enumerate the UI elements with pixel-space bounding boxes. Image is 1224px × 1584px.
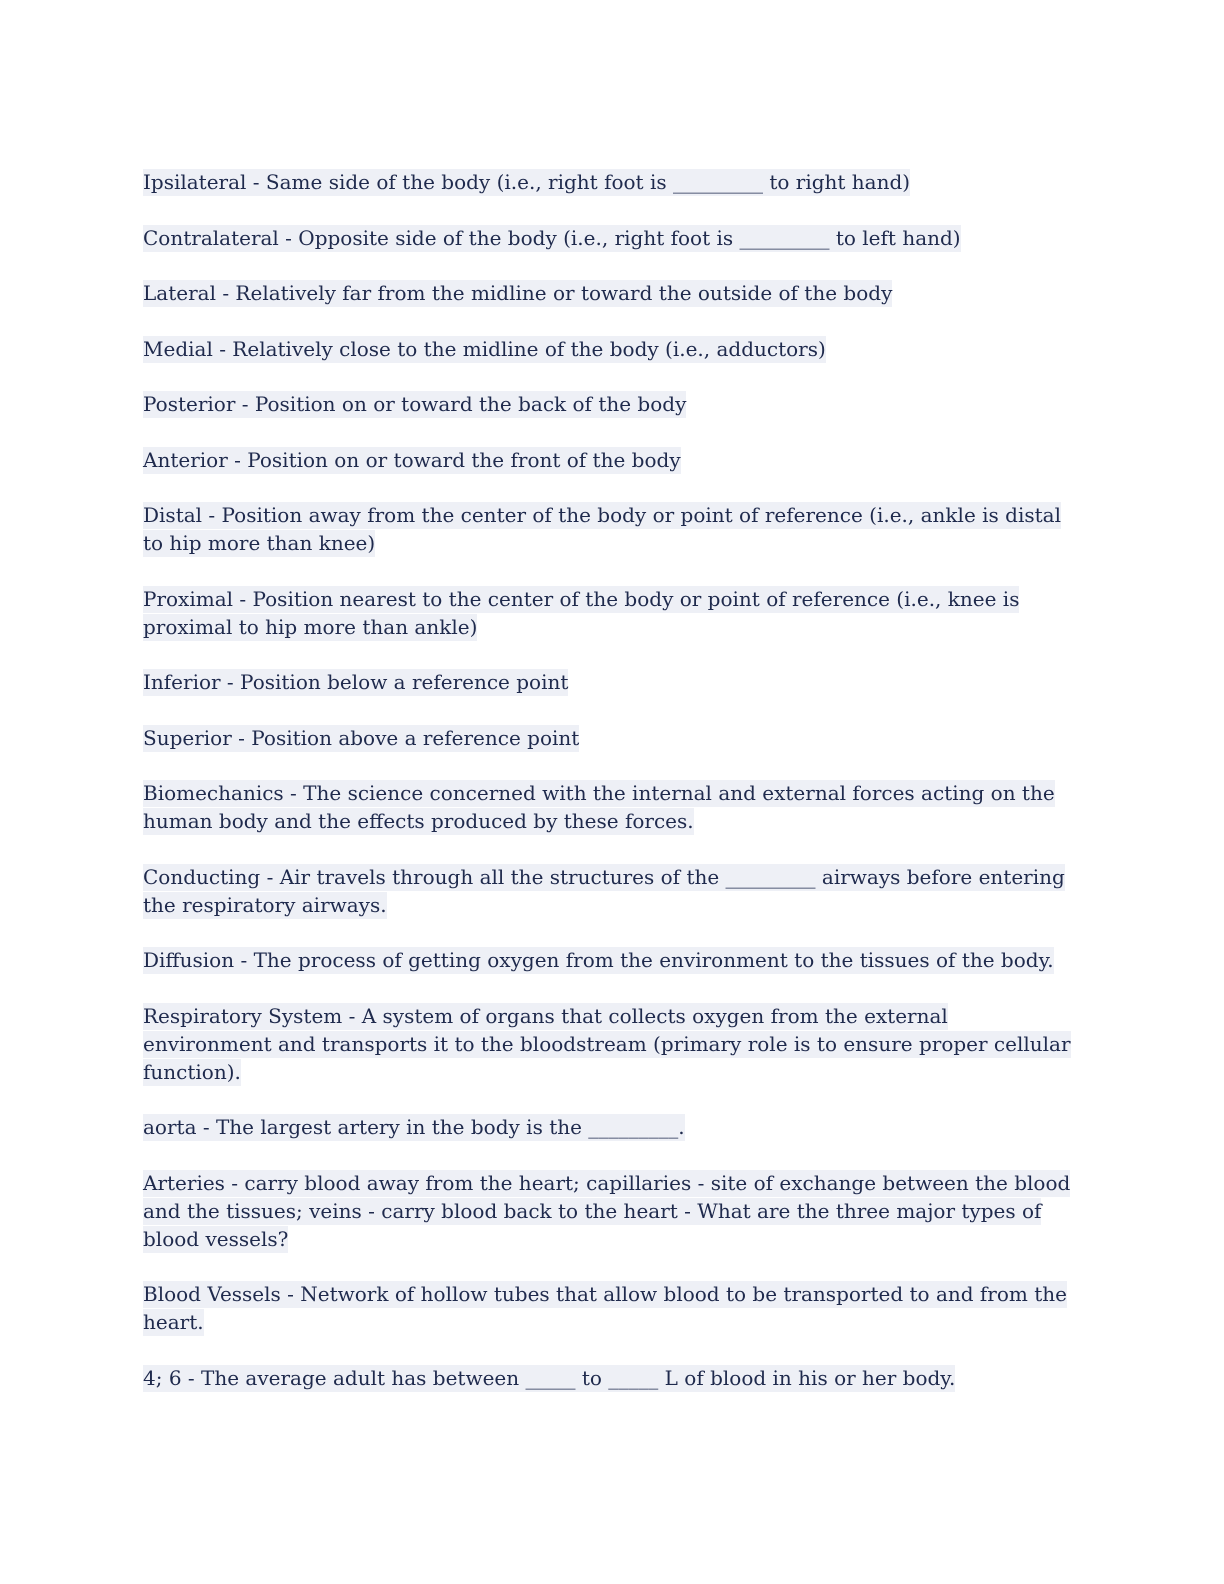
entry-text: Diffusion - The process of getting oxygen from the environment to the tissues of the body. <box>143 948 1054 972</box>
term-aorta <box>143 1113 1078 1141</box>
term-superior <box>143 724 1078 752</box>
entry-text: Conducting - Air travels through all the structures of the _________ airways before entering the respiratory airways. <box>143 864 1065 917</box>
entry-text: Lateral - Relatively far from the midline or toward the outside of the body <box>143 281 893 305</box>
term-medial <box>143 335 1078 363</box>
term-blood-vessels <box>143 1280 1078 1336</box>
entry-text: Distal - Position away from the center of the body or point of reference (i.e., ankle is distal to hip more than knee) <box>143 503 1061 555</box>
term-lateral <box>143 279 1078 307</box>
entry-text: Ipsilateral - Same side of the body (i.e., right foot is _________ to right hand) <box>143 170 911 194</box>
term-anterior <box>143 446 1078 474</box>
entry-text: Inferior - Position below a reference point <box>143 670 569 694</box>
entry-text: Posterior - Position on or toward the back of the body <box>143 392 687 416</box>
entry-text: Blood Vessels - Network of hollow tubes that allow blood to be transported to and from the heart. <box>143 1282 1067 1334</box>
entry-text: Biomechanics - The science concerned with the internal and external forces acting on the human body and the effects produced by these forces. <box>143 781 1055 833</box>
entry-text: Medial - Relatively close to the midline of the body (i.e., adductors) <box>143 336 826 361</box>
term-blood-volume <box>143 1364 1078 1392</box>
entry-text: Superior - Position above a reference point <box>143 725 580 750</box>
entry-text: Proximal - Position nearest to the center of the body or point of reference (i.e., knee is proximal to hip more than ankle) <box>143 586 1020 639</box>
term-inferior <box>143 668 1078 696</box>
entry-text: aorta - The largest artery in the body is the _________. <box>143 1115 685 1139</box>
term-distal <box>143 501 1078 557</box>
term-ipsilateral <box>143 168 1078 196</box>
term-conducting <box>143 863 1078 919</box>
entry-text: Arteries - carry blood away from the heart; capillaries - site of exchange between the blood and the tissues; veins - carry blood back to the heart - What are the three major types of blood vessels? <box>143 1170 1071 1251</box>
term-biomechanics <box>143 779 1078 835</box>
term-proximal <box>143 585 1078 641</box>
document-page <box>143 168 1078 1419</box>
term-diffusion <box>143 946 1078 974</box>
entry-text: 4; 6 - The average adult has between _____ to _____ L of blood in his or her body. <box>143 1365 956 1390</box>
term-posterior <box>143 390 1078 418</box>
term-respiratory-system <box>143 1002 1078 1086</box>
entry-text: Contralateral - Opposite side of the body (i.e., right foot is _________ to left hand) <box>143 225 961 250</box>
entry-text: Respiratory System - A system of organs that collects oxygen from the external environment and transports it to the bloodstream (primary role is to ensure proper cellular function). <box>143 1003 1071 1084</box>
term-arteries <box>143 1169 1078 1253</box>
entry-text: Anterior - Position on or toward the front of the body <box>143 447 681 472</box>
term-contralateral <box>143 224 1078 252</box>
